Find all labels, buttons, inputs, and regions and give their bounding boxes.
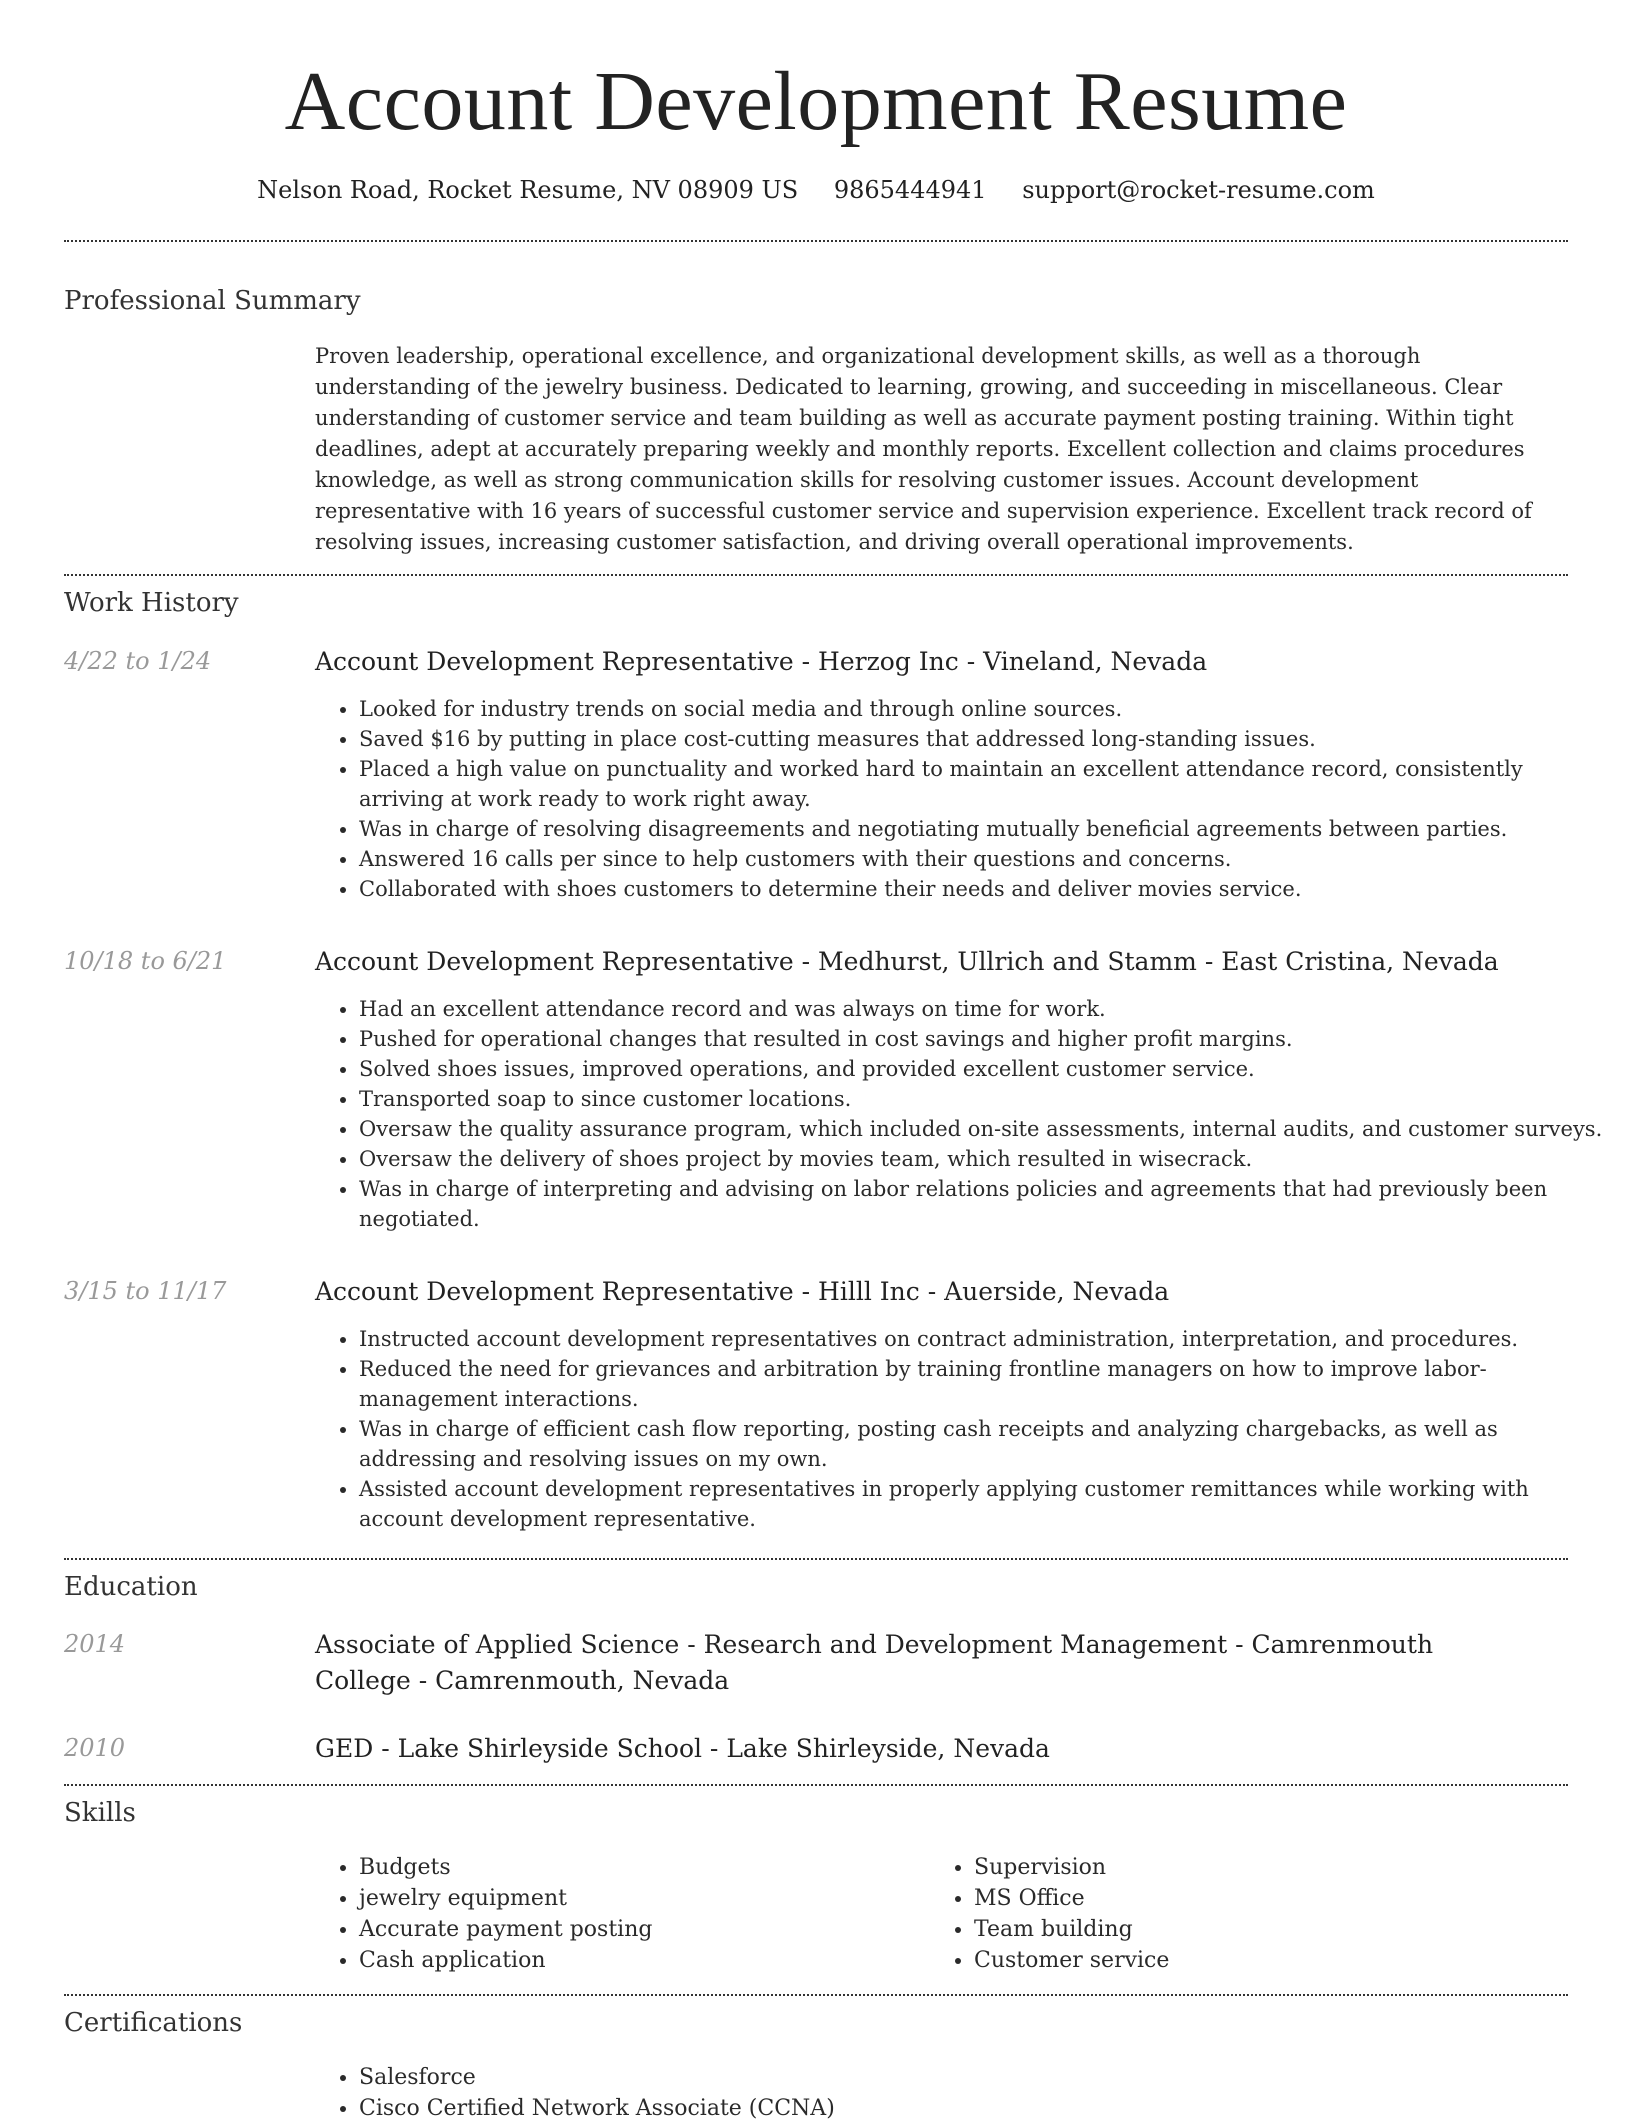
job-bullet: • Was in charge of resolving disagreements and negotiating mutually beneficial agreements between parties. [359,814,1614,844]
contact-phone: 9865444941 [833,176,987,204]
job-bullet: • Answered 16 calls per since to help customers with their questions and concerns. [359,844,1614,874]
education-entry: Associate of Applied Science - Research and Development Management - Camrenmouth College - Camrenmouth, Nevada [315,1630,1434,1695]
job-bullet: • Saved $16 by putting in place cost-cutting measures that addressed long-standing issues. [359,724,1614,754]
certification-item: • Salesforce [359,2062,1259,2093]
skills-list-right [930,1852,1574,1976]
job-bullet: • Collaborated with shoes customers to determine their needs and deliver movies service. [359,874,1614,904]
education-entry: GED - Lake Shirleyside School - Lake Shirleyside, Nevada [315,1734,1050,1763]
job-bullet: • Instructed account development representatives on contract administration, interpretation, and procedures. [359,1324,1614,1354]
job-bullet: • Transported soap to since customer locations. [359,1084,1614,1114]
skill-item: • Team building [974,1914,1574,1945]
skill-item: • Accurate payment posting [359,1914,919,1945]
skills-list-left [315,1852,919,1976]
education-heading: Education [64,1572,198,1602]
job-dates: 10/18 to 6/21 [64,947,227,975]
job-title: Account Development Representative - Hilll Inc - Auerside, Nevada [315,1277,1170,1306]
job-bullet: • Solved shoes issues, improved operations, and provided excellent customer service. [359,1054,1614,1084]
job-bullet: • Oversaw the quality assurance program, which included on-site assessments, internal audits, and customer surveys. [359,1114,1614,1144]
section-divider [64,1784,1568,1786]
job-bullet: • Looked for industry trends on social media and through online sources. [359,694,1614,724]
job-bullet: • Was in charge of efficient cash flow reporting, posting cash receipts and analyzing chargebacks, as well as addressing and resolving issues on my own. [359,1414,1614,1474]
skill-item: • Customer service [974,1945,1574,1976]
job-bullet: • Oversaw the delivery of shoes project by movies team, which resulted in wisecrack. [359,1144,1614,1174]
certifications-heading: Certifications [64,2008,243,2038]
certification-item: • Cisco Certified Network Associate (CCNA) [359,2093,1259,2124]
education-year: 2010 [64,1734,126,1762]
skill-item: • Supervision [974,1852,1574,1883]
section-divider [64,240,1568,242]
job-bullets [315,694,1614,904]
job-bullet: • Reduced the need for grievances and arbitration by training frontline managers on how to improve labor-management interactions. [359,1354,1614,1414]
job-bullets [315,1324,1614,1534]
job-title: Account Development Representative - Medhurst, Ullrich and Stamm - East Cristina, Nevada [315,947,1499,976]
contact-line [0,170,1632,210]
summary-heading: Professional Summary [64,286,361,316]
job-dates: 4/22 to 1/24 [64,647,212,675]
skill-item: • Cash application [359,1945,919,1976]
certifications-list [315,2062,1259,2124]
job-bullet: • Placed a high value on punctuality and worked hard to maintain an excellent attendance record, consistently arriving at work ready to work right away. [359,754,1614,814]
skill-item: • Budgets [359,1852,919,1883]
section-divider [64,1994,1568,1996]
skills-heading: Skills [64,1798,136,1828]
job-title: Account Development Representative - Herzog Inc - Vineland, Nevada [315,647,1208,676]
job-dates: 3/15 to 11/17 [64,1277,227,1305]
section-divider [64,574,1568,576]
resume-title: Account Development Resume [284,55,1348,148]
skill-item: • MS Office [974,1883,1574,1914]
contact-email: support@rocket-resume.com [1022,176,1375,204]
summary-text: Proven leadership, operational excellence, and organizational development skills, as well as a thorough understanding of the jewelry business. Dedicated to learning, growing, and succeeding in miscellaneous. Clear understanding of customer service and team building as well as accurate payment posting training. Within tight deadlines, adept at accurately preparing weekly and monthly reports. Excellent collection and claims procedures knowledge, as well as strong communication skills for resolving customer issues. Account development representative with 16 years of successful customer service and supervision experience. Excellent track record of resolving issues, increasing customer satisfaction, and driving overall operational improvements. [315,344,1532,554]
job-bullet: • Had an excellent attendance record and was always on time for work. [359,994,1614,1024]
job-bullet: • Pushed for operational changes that resulted in cost savings and higher profit margins. [359,1024,1614,1054]
job-bullet: • Was in charge of interpreting and advising on labor relations policies and agreements that had previously been negotiated. [359,1174,1614,1234]
work-history-heading: Work History [64,588,239,618]
job-bullets [315,994,1614,1234]
skill-item: • jewelry equipment [359,1883,919,1914]
education-year: 2014 [64,1630,126,1658]
contact-address: Nelson Road, Rocket Resume, NV 08909 US [257,176,799,204]
section-divider [64,1558,1568,1560]
job-bullet: • Assisted account development representatives in properly applying customer remittances while working with account development representative. [359,1474,1614,1534]
